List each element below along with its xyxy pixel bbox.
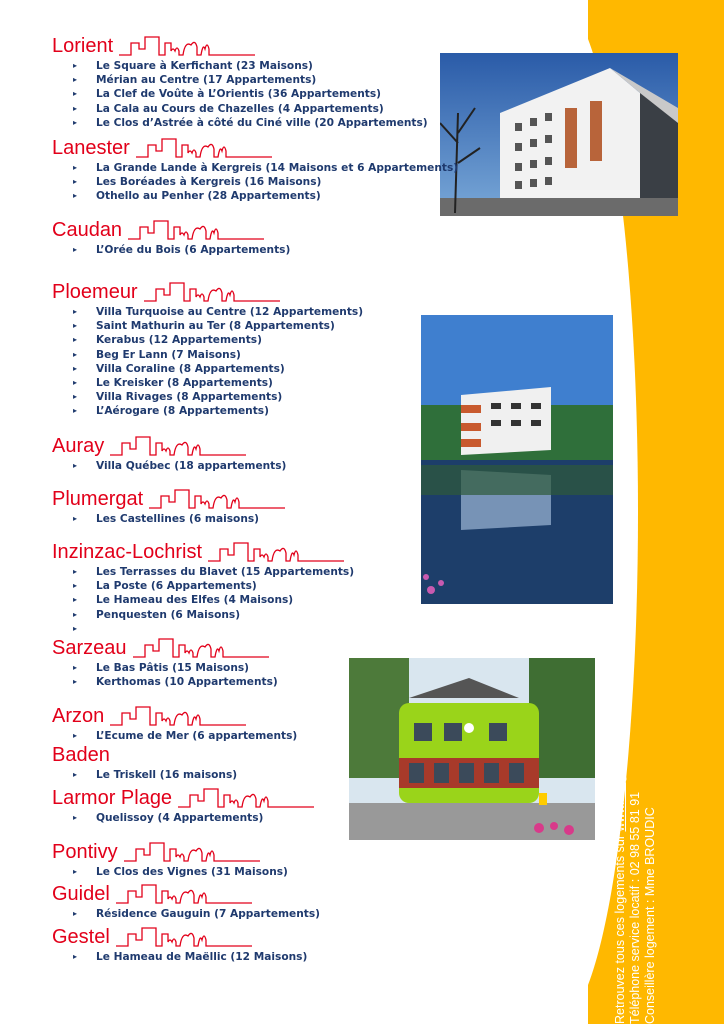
list-item: ▸ Villa Québec (18 appartements): [73, 460, 287, 472]
skyline-icon: [133, 637, 269, 659]
list-item: ▸ L’Ecume de Mer (6 appartements): [73, 730, 298, 742]
city-name: Arzon: [52, 705, 105, 727]
bullet-icon: ▸: [73, 813, 78, 822]
list-item: ▸ Le Triskell (16 maisons): [73, 769, 238, 781]
bullet-icon: ▸: [73, 731, 78, 740]
section-arzon: [52, 703, 297, 743]
bullet-icon: ▸: [73, 867, 78, 876]
section-inzinzac-lochrist: [52, 539, 354, 636]
skyline-icon: [124, 841, 260, 863]
list-item: ▸ Le Clos d’Astrée à côté du Ciné ville (20 Appartements): [73, 116, 428, 129]
bullet-icon: ▸: [73, 163, 78, 172]
bullet-icon: ▸: [73, 75, 78, 85]
list-item: ▸ La Poste (6 Appartements): [73, 580, 257, 593]
skyline-icon: [128, 219, 264, 241]
list-item: [52, 622, 354, 636]
city-name: Ploemeur: [52, 281, 138, 303]
list-item: ▸ Quelissoy (4 Appartements): [73, 812, 264, 824]
section-baden: [52, 742, 237, 782]
city-name: Guidel: [52, 883, 110, 905]
list-item: ▸ Kerabus (12 Appartements): [73, 334, 262, 347]
building-photo-sarzeau: [349, 658, 595, 840]
section-ploemeur: [52, 279, 363, 419]
skyline-icon: [116, 883, 252, 905]
city-name: Larmor Plage: [52, 787, 173, 809]
skyline-icon: [119, 35, 255, 57]
bullet-icon: ▸: [73, 363, 78, 373]
building-photo-lorient: [440, 53, 678, 216]
list-item: ▸ Saint Mathurin au Ter (8 Appartements): [73, 320, 335, 333]
list-item: ▸ Les Terrasses du Blavet (15 Appartements): [73, 566, 355, 578]
contact-info: [613, 720, 658, 1024]
bullet-icon: ▸: [73, 392, 78, 402]
section-lanester: [52, 135, 458, 204]
list-item: ▸ L’Orée du Bois (6 Appartements): [73, 244, 291, 256]
city-name: Baden: [52, 744, 110, 766]
section-caudan: [52, 217, 290, 257]
list-item: ▸ La Grande Lande à Kergreis (14 Maisons et 6 Appartements): [73, 162, 459, 174]
list-item: ▸ Kerthomas (10 Appartements): [73, 676, 278, 689]
section-gestel: [52, 924, 307, 964]
bullet-icon: ▸: [73, 335, 78, 345]
bullet-icon: ▸: [73, 245, 78, 254]
building-photo-ploemeur: [421, 315, 613, 604]
bullet-icon: ▸: [73, 595, 78, 605]
bullet-icon: ▸: [73, 677, 78, 687]
list-item: ▸ Le Clos des Vignes (31 Maisons): [73, 866, 288, 878]
section-auray: [52, 433, 286, 473]
bullet-icon: ▸: [73, 567, 78, 576]
bullet-icon: ▸: [73, 461, 78, 470]
list-item: ▸ Les Boréades à Kergreis (16 Maisons): [73, 176, 322, 189]
bullet-icon: ▸: [73, 191, 78, 201]
list-item: ▸ Othello au Penher (28 Appartements): [73, 190, 321, 203]
city-name: Inzinzac-Lochrist: [52, 541, 203, 563]
skyline-icon: [116, 926, 252, 948]
skyline-icon: [136, 137, 272, 159]
list-item: ▸ L’Aérogare (8 Appartements): [73, 405, 269, 418]
section-sarzeau: [52, 635, 278, 689]
list-item: ▸ Le Hameau de Maëllic (12 Maisons): [73, 951, 308, 963]
list-item: ▸ La Cala au Cours de Chazelles (4 Appartements): [73, 102, 384, 115]
bullet-icon: ▸: [73, 514, 78, 523]
section-lorient: [52, 33, 428, 130]
contact-advisor-line: Conseillère logement : Mme BROUDIC: [643, 807, 657, 1024]
section-plumergat: [52, 486, 285, 526]
bullet-icon: ▸: [73, 378, 78, 388]
city-name: Caudan: [52, 219, 123, 241]
bullet-icon: ▸: [73, 663, 78, 672]
bullet-icon: ▸: [73, 581, 78, 591]
list-item: ▸ Les Castellines (6 maisons): [73, 513, 260, 525]
skyline-icon: [110, 705, 246, 727]
skyline-icon: [208, 541, 344, 563]
list-item: ▸ Le Kreisker (8 Appartements): [73, 377, 273, 390]
section-guidel: [52, 881, 320, 921]
bullet-icon: ▸: [73, 623, 78, 633]
website-link[interactable]: www.lelogisbreton.fr: [613, 719, 627, 832]
contact-phone-line: Téléphone service locatif : 02 98 55 81 91: [628, 791, 642, 1024]
list-item: ▸ Mérian au Centre (17 Appartements): [73, 74, 317, 87]
list-item: ▸ Villa Coraline (8 Appartements): [73, 362, 285, 375]
list-item: ▸ Beg Er Lann (7 Maisons): [73, 348, 241, 361]
bullet-icon: ▸: [73, 406, 78, 416]
skyline-icon: [144, 281, 280, 303]
skyline-icon: [178, 787, 314, 809]
section-pontivy: [52, 839, 288, 879]
bullet-icon: ▸: [73, 909, 78, 918]
bullet-icon: ▸: [73, 609, 78, 619]
bullet-icon: ▸: [73, 952, 78, 961]
bullet-icon: ▸: [73, 349, 78, 359]
list-item: ▸ Villa Turquoise au Centre (12 Appartements): [73, 306, 364, 318]
bullet-icon: ▸: [73, 61, 78, 70]
bullet-icon: ▸: [73, 321, 78, 331]
list-item: ▸ Villa Rivages (8 Appartements): [73, 391, 283, 404]
section-larmor-plage: [52, 785, 314, 825]
city-name: Auray: [52, 435, 105, 457]
list-item: ▸ La Clef de Voûte à L’Orientis (36 Appartements): [73, 88, 381, 101]
skyline-icon: [110, 435, 246, 457]
skyline-icon: [149, 488, 285, 510]
bullet-icon: ▸: [73, 177, 78, 187]
list-item: ▸ Le Square à Kerfichant (23 Maisons): [73, 60, 313, 72]
list-item: ▸ Penquesten (6 Maisons): [73, 608, 241, 621]
contact-website-line: [613, 720, 628, 1024]
city-name: Pontivy: [52, 841, 118, 863]
bullet-icon: ▸: [73, 103, 78, 113]
city-name: Gestel: [52, 926, 110, 948]
bullet-icon: ▸: [73, 770, 78, 779]
list-item: ▸ Résidence Gauguin (7 Appartements): [73, 908, 320, 920]
list-item: ▸ Le Bas Pâtis (15 Maisons): [73, 662, 250, 674]
list-item: ▸ Le Hameau des Elfes (4 Maisons): [73, 594, 294, 607]
city-name: Lorient: [52, 35, 114, 57]
contact-website-prefix: Retrouvez tous ces logements sur: [613, 831, 627, 1024]
bullet-icon: ▸: [73, 307, 78, 316]
city-name: Plumergat: [52, 488, 144, 510]
bullet-icon: ▸: [73, 117, 78, 127]
city-name: Lanester: [52, 137, 130, 159]
bullet-icon: ▸: [73, 89, 78, 99]
city-name: Sarzeau: [52, 637, 127, 659]
